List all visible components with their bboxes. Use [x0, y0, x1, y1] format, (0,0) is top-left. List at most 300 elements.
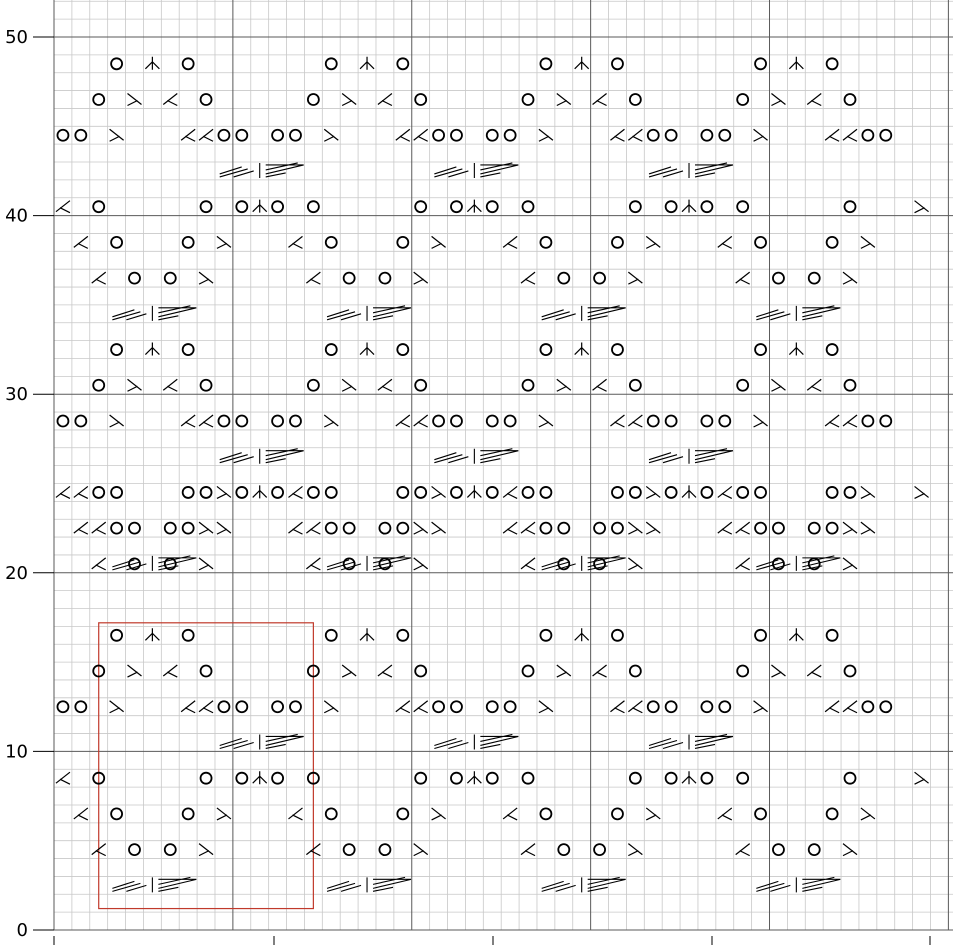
yo-symbol — [505, 701, 516, 712]
yo-symbol — [129, 844, 140, 855]
yo-symbol — [558, 523, 569, 534]
yo-symbol — [236, 773, 247, 784]
yo-symbol — [397, 344, 408, 355]
yo-symbol — [540, 630, 551, 641]
k2tog-symbol — [163, 665, 177, 677]
yo-symbol — [666, 201, 677, 212]
y-tick-label: 10 — [5, 741, 28, 763]
cdd-symbol — [789, 343, 803, 356]
ssk-symbol — [217, 522, 231, 534]
k2tog-symbol — [628, 129, 642, 141]
ssk-symbol — [199, 558, 213, 570]
yo-symbol — [612, 808, 623, 819]
k2tog-symbol — [56, 486, 70, 498]
k2tog-symbol — [593, 94, 607, 106]
ssk-symbol — [324, 701, 338, 713]
yo-symbol — [701, 130, 712, 141]
k2tog-symbol — [825, 701, 839, 713]
yo-symbol — [218, 415, 229, 426]
yo-symbol — [397, 487, 408, 498]
ssk-symbol — [110, 701, 124, 713]
k2tog-symbol — [414, 415, 428, 427]
k2tog-symbol — [718, 522, 732, 534]
yo-symbol — [862, 130, 873, 141]
y-tick-label: 20 — [5, 562, 28, 584]
k2tog-symbol — [521, 844, 535, 856]
ssk-symbol — [771, 379, 785, 391]
stitch-symbols — [56, 57, 929, 893]
cdd-symbol — [253, 485, 267, 498]
k2tog-symbol — [74, 808, 88, 820]
dec-cluster-symbol — [756, 877, 840, 892]
yo-symbol — [540, 58, 551, 69]
ssk-symbol — [771, 665, 785, 677]
dec-cluster-symbol — [542, 306, 626, 321]
yo-symbol — [397, 808, 408, 819]
dec-cluster-symbol — [434, 449, 518, 464]
yo-symbol — [201, 380, 212, 391]
ssk-symbol — [414, 558, 428, 570]
yo-symbol — [344, 273, 355, 284]
yo-symbol — [451, 701, 462, 712]
yo-symbol — [612, 237, 623, 248]
cdd-symbol — [253, 771, 267, 784]
dec-cluster-symbol — [756, 556, 840, 571]
yo-symbol — [236, 415, 247, 426]
ssk-symbol — [217, 808, 231, 820]
yo-symbol — [755, 58, 766, 69]
yo-symbol — [129, 523, 140, 534]
yo-symbol — [183, 808, 194, 819]
yo-symbol — [451, 201, 462, 212]
yo-symbol — [827, 237, 838, 248]
ssk-symbol — [861, 522, 875, 534]
k2tog-symbol — [306, 522, 320, 534]
yo-symbol — [827, 58, 838, 69]
yo-symbol — [630, 487, 641, 498]
yo-symbol — [487, 201, 498, 212]
yo-symbol — [57, 130, 68, 141]
ssk-symbol — [628, 844, 642, 856]
yo-symbol — [111, 344, 122, 355]
dec-cluster-symbol — [220, 163, 304, 178]
ssk-symbol — [199, 844, 213, 856]
k2tog-symbol — [736, 558, 750, 570]
yo-symbol — [862, 701, 873, 712]
yo-symbol — [308, 380, 319, 391]
ssk-symbol — [414, 844, 428, 856]
k2tog-symbol — [396, 415, 410, 427]
yo-symbol — [540, 523, 551, 534]
yo-symbol — [827, 523, 838, 534]
cdd-symbol — [467, 200, 481, 213]
k2tog-symbol — [199, 129, 213, 141]
k2tog-symbol — [163, 379, 177, 391]
yo-symbol — [201, 773, 212, 784]
k2tog-symbol — [378, 94, 392, 106]
ssk-symbol — [628, 522, 642, 534]
ssk-symbol — [628, 558, 642, 570]
ssk-symbol — [646, 236, 660, 248]
yo-symbol — [701, 701, 712, 712]
yo-symbol — [415, 487, 426, 498]
yo-symbol — [451, 773, 462, 784]
yo-symbol — [505, 130, 516, 141]
y-tick-label: 0 — [16, 920, 28, 941]
ssk-symbol — [646, 486, 660, 498]
cdd-symbol — [789, 57, 803, 70]
yo-symbol — [326, 808, 337, 819]
dec-cluster-symbol — [756, 306, 840, 321]
ssk-symbol — [342, 665, 356, 677]
cdd-symbol — [467, 771, 481, 784]
ssk-symbol — [324, 129, 338, 141]
ssk-symbol — [432, 808, 446, 820]
yo-symbol — [540, 237, 551, 248]
yo-symbol — [165, 273, 176, 284]
k2tog-symbol — [736, 272, 750, 284]
yo-symbol — [505, 415, 516, 426]
yo-symbol — [523, 380, 534, 391]
k2tog-symbol — [736, 844, 750, 856]
ssk-symbol — [843, 522, 857, 534]
yo-symbol — [827, 630, 838, 641]
dec-cluster-symbol — [649, 449, 733, 464]
yo-symbol — [701, 201, 712, 212]
yo-symbol — [737, 773, 748, 784]
k2tog-symbol — [825, 129, 839, 141]
yo-symbol — [845, 487, 856, 498]
k2tog-symbol — [181, 129, 195, 141]
yo-symbol — [666, 773, 677, 784]
ssk-symbol — [110, 415, 124, 427]
ssk-symbol — [539, 701, 553, 713]
yo-symbol — [612, 523, 623, 534]
k2tog-symbol — [503, 808, 517, 820]
k2tog-symbol — [56, 201, 70, 213]
yo-symbol — [487, 773, 498, 784]
cdd-symbol — [575, 343, 589, 356]
yo-symbol — [415, 380, 426, 391]
cdd-symbol — [253, 200, 267, 213]
k2tog-symbol — [92, 272, 106, 284]
ssk-symbol — [754, 129, 768, 141]
yo-symbol — [630, 94, 641, 105]
yo-symbol — [75, 130, 86, 141]
yo-symbol — [183, 523, 194, 534]
k2tog-symbol — [521, 522, 535, 534]
k2tog-symbol — [288, 522, 302, 534]
k2tog-symbol — [825, 415, 839, 427]
yo-symbol — [290, 701, 301, 712]
ssk-symbol — [628, 272, 642, 284]
dec-cluster-symbol — [542, 556, 626, 571]
yo-symbol — [272, 701, 283, 712]
yo-symbol — [433, 130, 444, 141]
yo-symbol — [612, 58, 623, 69]
yo-symbol — [415, 773, 426, 784]
yo-symbol — [111, 808, 122, 819]
yo-symbol — [666, 415, 677, 426]
yo-symbol — [523, 487, 534, 498]
yo-symbol — [308, 487, 319, 498]
yo-symbol — [397, 237, 408, 248]
ssk-symbol — [861, 808, 875, 820]
yo-symbol — [701, 773, 712, 784]
yo-symbol — [75, 701, 86, 712]
yo-symbol — [183, 344, 194, 355]
yo-symbol — [272, 487, 283, 498]
ssk-symbol — [915, 772, 929, 784]
yo-symbol — [612, 487, 623, 498]
k2tog-symbol — [378, 665, 392, 677]
y-tick-label: 30 — [5, 384, 28, 406]
yo-symbol — [523, 666, 534, 677]
yo-symbol — [755, 523, 766, 534]
k2tog-symbol — [163, 94, 177, 106]
k2tog-symbol — [807, 665, 821, 677]
yo-symbol — [630, 773, 641, 784]
yo-symbol — [111, 58, 122, 69]
k2tog-symbol — [843, 415, 857, 427]
yo-symbol — [218, 130, 229, 141]
yo-symbol — [165, 844, 176, 855]
yo-symbol — [827, 808, 838, 819]
ssk-symbol — [539, 415, 553, 427]
yo-symbol — [272, 201, 283, 212]
ssk-symbol — [754, 701, 768, 713]
cdd-symbol — [682, 485, 696, 498]
yo-symbol — [523, 201, 534, 212]
k2tog-symbol — [503, 236, 517, 248]
dec-cluster-symbol — [112, 556, 196, 571]
k2tog-symbol — [56, 772, 70, 784]
yo-symbol — [379, 273, 390, 284]
cdd-symbol — [789, 628, 803, 641]
y-tick-label: 40 — [5, 205, 28, 227]
ssk-symbol — [557, 379, 571, 391]
yo-symbol — [809, 273, 820, 284]
k2tog-symbol — [807, 94, 821, 106]
yo-symbol — [451, 130, 462, 141]
yo-symbol — [648, 130, 659, 141]
yo-symbol — [523, 773, 534, 784]
yo-symbol — [129, 273, 140, 284]
yo-symbol — [648, 415, 659, 426]
dec-cluster-symbol — [220, 734, 304, 749]
yo-symbol — [845, 773, 856, 784]
dec-cluster-symbol — [327, 306, 411, 321]
k2tog-symbol — [503, 486, 517, 498]
yo-symbol — [93, 201, 104, 212]
yo-symbol — [308, 94, 319, 105]
k2tog-symbol — [288, 808, 302, 820]
ssk-symbol — [646, 522, 660, 534]
k2tog-symbol — [181, 415, 195, 427]
yo-symbol — [719, 415, 730, 426]
yo-symbol — [201, 94, 212, 105]
yo-symbol — [379, 523, 390, 534]
yo-symbol — [719, 130, 730, 141]
dec-cluster-symbol — [327, 556, 411, 571]
yo-symbol — [290, 130, 301, 141]
ssk-symbol — [414, 522, 428, 534]
yo-symbol — [701, 415, 712, 426]
yo-symbol — [236, 701, 247, 712]
k2tog-symbol — [74, 486, 88, 498]
yo-symbol — [719, 701, 730, 712]
yo-symbol — [540, 808, 551, 819]
k2tog-symbol — [414, 701, 428, 713]
yo-symbol — [540, 487, 551, 498]
dec-cluster-symbol — [434, 734, 518, 749]
k2tog-symbol — [92, 522, 106, 534]
yo-symbol — [57, 701, 68, 712]
yo-symbol — [880, 130, 891, 141]
ssk-symbol — [557, 94, 571, 106]
yo-symbol — [415, 201, 426, 212]
yo-symbol — [487, 487, 498, 498]
yo-symbol — [755, 808, 766, 819]
yo-symbol — [111, 237, 122, 248]
k2tog-symbol — [306, 558, 320, 570]
yo-symbol — [93, 380, 104, 391]
yo-symbol — [701, 487, 712, 498]
yo-symbol — [272, 130, 283, 141]
ssk-symbol — [843, 844, 857, 856]
ssk-symbol — [199, 272, 213, 284]
yo-symbol — [773, 844, 784, 855]
k2tog-symbol — [718, 236, 732, 248]
yo-symbol — [594, 844, 605, 855]
k2tog-symbol — [843, 701, 857, 713]
yo-symbol — [487, 130, 498, 141]
yo-symbol — [666, 487, 677, 498]
ssk-symbol — [217, 486, 231, 498]
k2tog-symbol — [92, 558, 106, 570]
k2tog-symbol — [396, 129, 410, 141]
yo-symbol — [201, 201, 212, 212]
k2tog-symbol — [628, 701, 642, 713]
ssk-symbol — [539, 129, 553, 141]
k2tog-symbol — [610, 701, 624, 713]
ssk-symbol — [414, 272, 428, 284]
yo-symbol — [809, 523, 820, 534]
ssk-symbol — [199, 522, 213, 534]
ssk-symbol — [754, 415, 768, 427]
yo-symbol — [862, 415, 873, 426]
ssk-symbol — [127, 94, 141, 106]
yo-symbol — [487, 701, 498, 712]
yo-symbol — [183, 237, 194, 248]
yo-symbol — [415, 666, 426, 677]
yo-symbol — [451, 415, 462, 426]
yo-symbol — [773, 273, 784, 284]
ssk-symbol — [843, 558, 857, 570]
cdd-symbol — [575, 628, 589, 641]
yo-symbol — [397, 523, 408, 534]
yo-symbol — [344, 523, 355, 534]
yo-symbol — [827, 344, 838, 355]
cdd-symbol — [145, 628, 159, 641]
dec-cluster-symbol — [220, 449, 304, 464]
cdd-symbol — [682, 771, 696, 784]
yo-symbol — [326, 523, 337, 534]
dec-cluster-symbol — [649, 734, 733, 749]
yo-symbol — [433, 701, 444, 712]
ssk-symbol — [557, 665, 571, 677]
k2tog-symbol — [843, 129, 857, 141]
yo-symbol — [612, 344, 623, 355]
yo-symbol — [773, 523, 784, 534]
yo-symbol — [93, 487, 104, 498]
yo-symbol — [630, 380, 641, 391]
yo-symbol — [737, 94, 748, 105]
yo-symbol — [111, 523, 122, 534]
ssk-symbol — [771, 94, 785, 106]
k2tog-symbol — [718, 808, 732, 820]
yo-symbol — [451, 487, 462, 498]
k2tog-symbol — [306, 272, 320, 284]
k2tog-symbol — [181, 701, 195, 713]
cdd-symbol — [360, 57, 374, 70]
major-grid — [54, 0, 953, 930]
yo-symbol — [344, 844, 355, 855]
yo-symbol — [755, 487, 766, 498]
yo-symbol — [737, 487, 748, 498]
yo-symbol — [737, 666, 748, 677]
yo-symbol — [111, 487, 122, 498]
yo-symbol — [201, 487, 212, 498]
yo-symbol — [290, 415, 301, 426]
k2tog-symbol — [414, 129, 428, 141]
yo-symbol — [845, 94, 856, 105]
k2tog-symbol — [593, 379, 607, 391]
yo-symbol — [737, 201, 748, 212]
ssk-symbol — [915, 201, 929, 213]
ssk-symbol — [110, 129, 124, 141]
yo-symbol — [379, 844, 390, 855]
ssk-symbol — [342, 94, 356, 106]
k2tog-symbol — [74, 522, 88, 534]
dec-cluster-symbol — [112, 877, 196, 892]
yo-symbol — [397, 58, 408, 69]
cdd-symbol — [145, 57, 159, 70]
k2tog-symbol — [503, 522, 517, 534]
ssk-symbol — [432, 522, 446, 534]
yo-symbol — [236, 487, 247, 498]
ssk-symbol — [342, 379, 356, 391]
cdd-symbol — [575, 57, 589, 70]
yo-symbol — [737, 380, 748, 391]
yo-symbol — [415, 94, 426, 105]
ssk-symbol — [127, 665, 141, 677]
k2tog-symbol — [628, 415, 642, 427]
k2tog-symbol — [718, 486, 732, 498]
yo-symbol — [612, 630, 623, 641]
cdd-symbol — [360, 343, 374, 356]
k2tog-symbol — [807, 379, 821, 391]
yo-symbol — [809, 844, 820, 855]
ssk-symbol — [646, 808, 660, 820]
k2tog-symbol — [378, 379, 392, 391]
yo-symbol — [648, 701, 659, 712]
yo-symbol — [236, 201, 247, 212]
ssk-symbol — [915, 486, 929, 498]
yo-symbol — [57, 415, 68, 426]
dec-cluster-symbol — [649, 163, 733, 178]
ssk-symbol — [127, 379, 141, 391]
